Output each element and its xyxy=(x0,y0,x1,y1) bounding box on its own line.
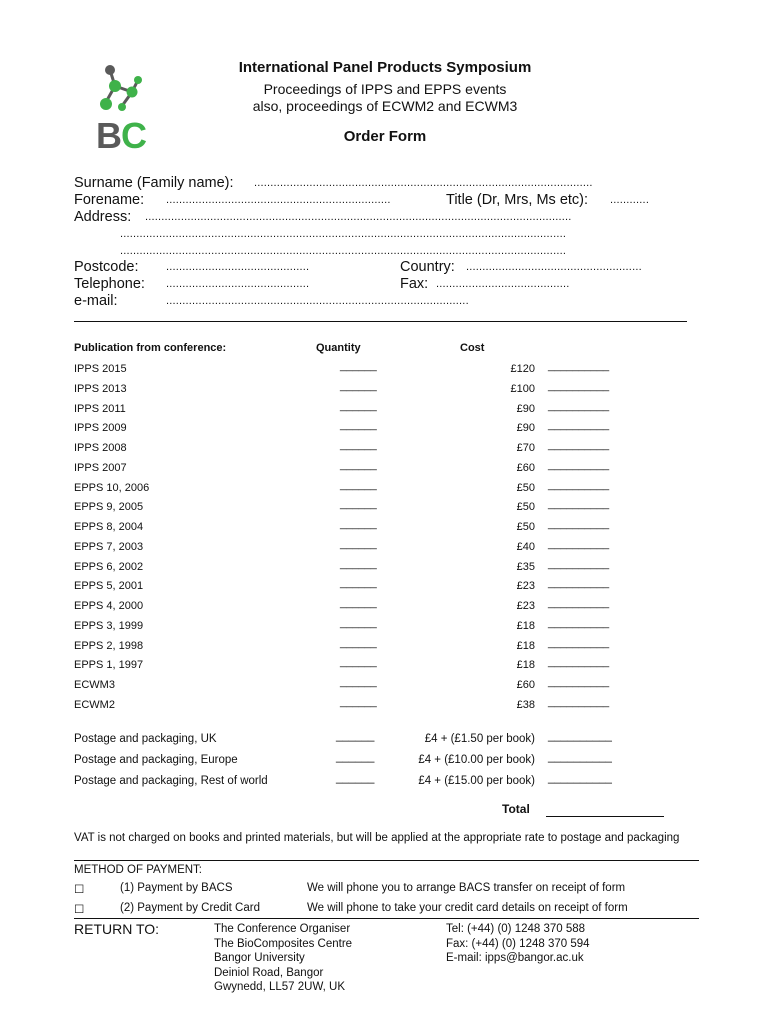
publication-name: EPPS 5, 2001 xyxy=(74,580,144,593)
table-row xyxy=(0,518,770,541)
postage-quantity-field[interactable]: ______ xyxy=(336,730,375,742)
publication-cost: £70 xyxy=(516,442,535,454)
contact-email[interactable]: E-mail: ipps@bangor.ac.uk xyxy=(446,952,584,964)
col-publication: Publication from conference: xyxy=(74,342,227,354)
address-line: Gwynedd, LL57 2UW, UK xyxy=(214,981,346,993)
email-label: e-mail: xyxy=(74,293,118,309)
return-contacts xyxy=(446,922,590,966)
payment-heading: METHOD OF PAYMENT: xyxy=(74,864,202,876)
line-total-field[interactable]: __________ xyxy=(548,676,610,688)
fax-field[interactable]: ......................................... xyxy=(436,278,570,290)
table-row xyxy=(0,537,770,561)
return-label: RETURN TO: xyxy=(74,921,160,937)
postage-row xyxy=(0,751,770,774)
country-field[interactable]: ...................................................... xyxy=(466,261,642,273)
line-total-field[interactable]: __________ xyxy=(548,439,610,451)
quantity-field[interactable]: ______ xyxy=(340,557,377,570)
table-row xyxy=(0,399,770,423)
publication-name: EPPS 8, 2004 xyxy=(74,521,144,533)
postage-total-field[interactable]: __________ xyxy=(548,751,612,763)
contact-fax: Fax: (+44) (0) 1248 370 594 xyxy=(446,937,590,950)
table-row xyxy=(0,656,770,679)
postage-name: Postage and packaging, Rest of world xyxy=(74,775,268,787)
quantity-field[interactable]: ______ xyxy=(340,498,377,511)
subtitle-proceedings: Proceedings of IPPS and EPPS events xyxy=(263,81,507,97)
divider-payment xyxy=(74,918,699,919)
publication-name: EPPS 3, 1999 xyxy=(74,619,144,632)
line-total-field[interactable]: __________ xyxy=(548,518,610,530)
divider-vat xyxy=(74,860,699,861)
bacs-label: (1) Payment by BACS xyxy=(120,882,233,894)
publication-cost: £40 xyxy=(516,540,535,553)
publication-name: IPPS 2011 xyxy=(74,402,126,415)
publication-cost: £50 xyxy=(516,501,535,514)
line-total-field[interactable]: __________ xyxy=(548,399,610,412)
credit-card-checkbox[interactable]: ☐ xyxy=(74,904,85,916)
bacs-checkbox[interactable]: ☐ xyxy=(74,884,85,896)
quantity-field[interactable]: ______ xyxy=(340,419,377,432)
quantity-field[interactable]: ______ xyxy=(340,399,377,412)
line-total-field[interactable]: __________ xyxy=(548,597,610,609)
postage-total-field[interactable]: __________ xyxy=(548,772,612,784)
svg-text:C: C xyxy=(121,115,147,152)
quantity-field[interactable]: ______ xyxy=(340,360,377,372)
email-field[interactable]: ............................................................................................. xyxy=(166,295,469,307)
quantity-field[interactable]: ______ xyxy=(340,616,377,629)
postcode-field[interactable]: ............................................ xyxy=(166,261,310,273)
surname-label: Surname (Family name): xyxy=(74,175,234,191)
publication-cost: £60 xyxy=(516,679,535,691)
postage-name: Postage and packaging, UK xyxy=(74,733,217,745)
publication-cost: £18 xyxy=(516,619,535,632)
postage-quantity-field[interactable]: ______ xyxy=(336,751,375,763)
line-total-field[interactable]: __________ xyxy=(548,360,610,372)
table-row xyxy=(0,419,770,442)
publication-name: IPPS 2015 xyxy=(74,363,127,375)
publication-name: EPPS 6, 2002 xyxy=(74,560,144,573)
postage-total-field[interactable]: __________ xyxy=(548,730,612,742)
col-cost: Cost xyxy=(460,342,485,354)
country-label: Country: xyxy=(400,259,455,275)
contact-tel: Tel: (+44) (0) 1248 370 588 xyxy=(446,923,586,935)
surname-field[interactable]: ........................................................................................................ xyxy=(254,177,593,189)
publication-cost: £23 xyxy=(516,600,535,612)
telephone-label: Telephone: xyxy=(74,276,145,292)
postage-cost: £4 + (£1.50 per book) xyxy=(424,733,535,745)
credit-card-note: We will phone to take your credit card details on receipt of form xyxy=(307,902,628,914)
address-field-1[interactable]: ................................................................................................................................... xyxy=(145,211,572,223)
quantity-field[interactable]: ______ xyxy=(340,597,377,609)
publication-cost: £120 xyxy=(510,363,535,375)
publication-name: EPPS 10, 2006 xyxy=(74,481,150,494)
address-line: Deiniol Road, Bangor xyxy=(214,966,324,979)
address-line: The Conference Organiser xyxy=(214,923,351,935)
total-label: Total xyxy=(502,802,530,816)
publication-cost: £35 xyxy=(516,560,535,573)
bacs-note: We will phone you to arrange BACS transfer on receipt of form xyxy=(307,882,626,894)
quantity-field[interactable]: ______ xyxy=(340,676,377,688)
quantity-field[interactable]: ______ xyxy=(340,695,377,708)
line-total-field[interactable]: __________ xyxy=(548,616,610,629)
publication-name: EPPS 4, 2000 xyxy=(74,600,144,612)
publication-name: IPPS 2007 xyxy=(74,461,127,474)
publication-name: EPPS 7, 2003 xyxy=(74,540,144,553)
table-row xyxy=(0,695,770,719)
quantity-field[interactable]: ______ xyxy=(340,458,377,471)
divider xyxy=(74,321,687,322)
col-quantity: Quantity xyxy=(316,342,361,354)
publication-cost: £100 xyxy=(510,382,535,395)
publication-name: IPPS 2009 xyxy=(74,422,127,435)
line-total-field[interactable]: __________ xyxy=(548,695,610,708)
address-line: Bangor University xyxy=(214,952,305,964)
line-total-field[interactable]: __________ xyxy=(548,379,610,392)
publication-cost: £23 xyxy=(516,580,535,593)
title-field[interactable]: ............ xyxy=(610,194,650,206)
publication-cost: £38 xyxy=(516,698,535,711)
quantity-field[interactable]: ______ xyxy=(340,478,377,491)
table-row xyxy=(0,360,770,383)
order-form-title: Order Form xyxy=(343,128,427,145)
forename-field[interactable]: ..................................................................... xyxy=(166,194,391,206)
quantity-field[interactable]: ______ xyxy=(340,439,377,451)
table-row xyxy=(0,577,770,600)
postage-name: Postage and packaging, Europe xyxy=(74,754,238,766)
postage-cost: £4 + (£15.00 per book) xyxy=(418,775,535,787)
postcode-label: Postcode: xyxy=(74,259,139,275)
line-total-field[interactable]: __________ xyxy=(548,419,610,432)
line-total-field[interactable]: __________ xyxy=(548,656,610,669)
quantity-field[interactable]: ______ xyxy=(340,636,377,649)
table-row xyxy=(0,676,770,699)
subtitle-ecwm: also, proceedings of ECWM2 and ECWM3 xyxy=(252,98,518,114)
publication-cost: £18 xyxy=(516,639,535,652)
table-row xyxy=(0,498,770,521)
table-row xyxy=(0,616,770,640)
total-field[interactable] xyxy=(546,816,664,817)
title-label: Title (Dr, Mrs, Ms etc): xyxy=(446,192,589,208)
credit-card-label: (2) Payment by Credit Card xyxy=(120,902,260,914)
line-total-field[interactable]: __________ xyxy=(548,557,610,570)
table-row xyxy=(0,458,770,482)
address-label: Address: xyxy=(74,209,132,225)
postage-quantity-field[interactable]: ______ xyxy=(336,772,375,784)
address-line: The BioComposites Centre xyxy=(214,937,353,950)
fax-label: Fax: xyxy=(400,276,429,292)
line-total-field[interactable]: __________ xyxy=(548,636,610,649)
line-total-field[interactable]: __________ xyxy=(548,537,610,550)
line-total-field[interactable]: __________ xyxy=(548,478,610,491)
quantity-field[interactable]: ______ xyxy=(340,537,377,550)
line-total-field[interactable]: __________ xyxy=(548,577,610,590)
publication-name: IPPS 2008 xyxy=(74,442,127,454)
publication-name: ECWM2 xyxy=(74,698,115,711)
table-row xyxy=(0,439,770,462)
telephone-field[interactable]: ............................................ xyxy=(166,278,310,290)
publication-cost: £50 xyxy=(516,481,535,494)
symposium-title: International Panel Products Symposium xyxy=(238,59,532,76)
table-row xyxy=(0,379,770,403)
publication-name: IPPS 2013 xyxy=(74,382,127,395)
postage-row xyxy=(0,772,770,795)
svg-text:B: B xyxy=(96,115,122,152)
vat-note: VAT is not charged on books and printed materials, but will be applied at the appropriate rate to postage and packaging xyxy=(74,832,680,844)
line-total-field[interactable]: __________ xyxy=(548,498,610,511)
table-row xyxy=(0,597,770,620)
publication-name: ECWM3 xyxy=(74,679,115,691)
publication-cost: £90 xyxy=(516,422,535,435)
address-field-3[interactable]: ......................................................................................................................................... xyxy=(120,245,567,257)
publication-name: EPPS 1, 1997 xyxy=(74,659,144,672)
line-total-field[interactable]: __________ xyxy=(548,458,610,471)
quantity-field[interactable]: ______ xyxy=(340,379,377,392)
publication-name: EPPS 2, 1998 xyxy=(74,639,144,652)
publication-cost: £90 xyxy=(516,402,535,415)
publication-cost: £60 xyxy=(516,461,535,474)
table-row xyxy=(0,557,770,581)
postage-row xyxy=(0,730,770,753)
table-row xyxy=(0,478,770,502)
forename-label: Forename: xyxy=(74,192,145,208)
publication-cost: £18 xyxy=(516,659,535,672)
quantity-field[interactable]: ______ xyxy=(340,577,377,590)
postage-cost: £4 + (£10.00 per book) xyxy=(418,754,535,766)
quantity-field[interactable]: ______ xyxy=(340,518,377,530)
address-field-2[interactable]: ......................................................................................................................................... xyxy=(120,228,567,240)
quantity-field[interactable]: ______ xyxy=(340,656,377,669)
return-address xyxy=(214,922,352,995)
table-row xyxy=(0,636,770,660)
publication-cost: £50 xyxy=(516,521,535,533)
publication-name: EPPS 9, 2005 xyxy=(74,501,144,514)
